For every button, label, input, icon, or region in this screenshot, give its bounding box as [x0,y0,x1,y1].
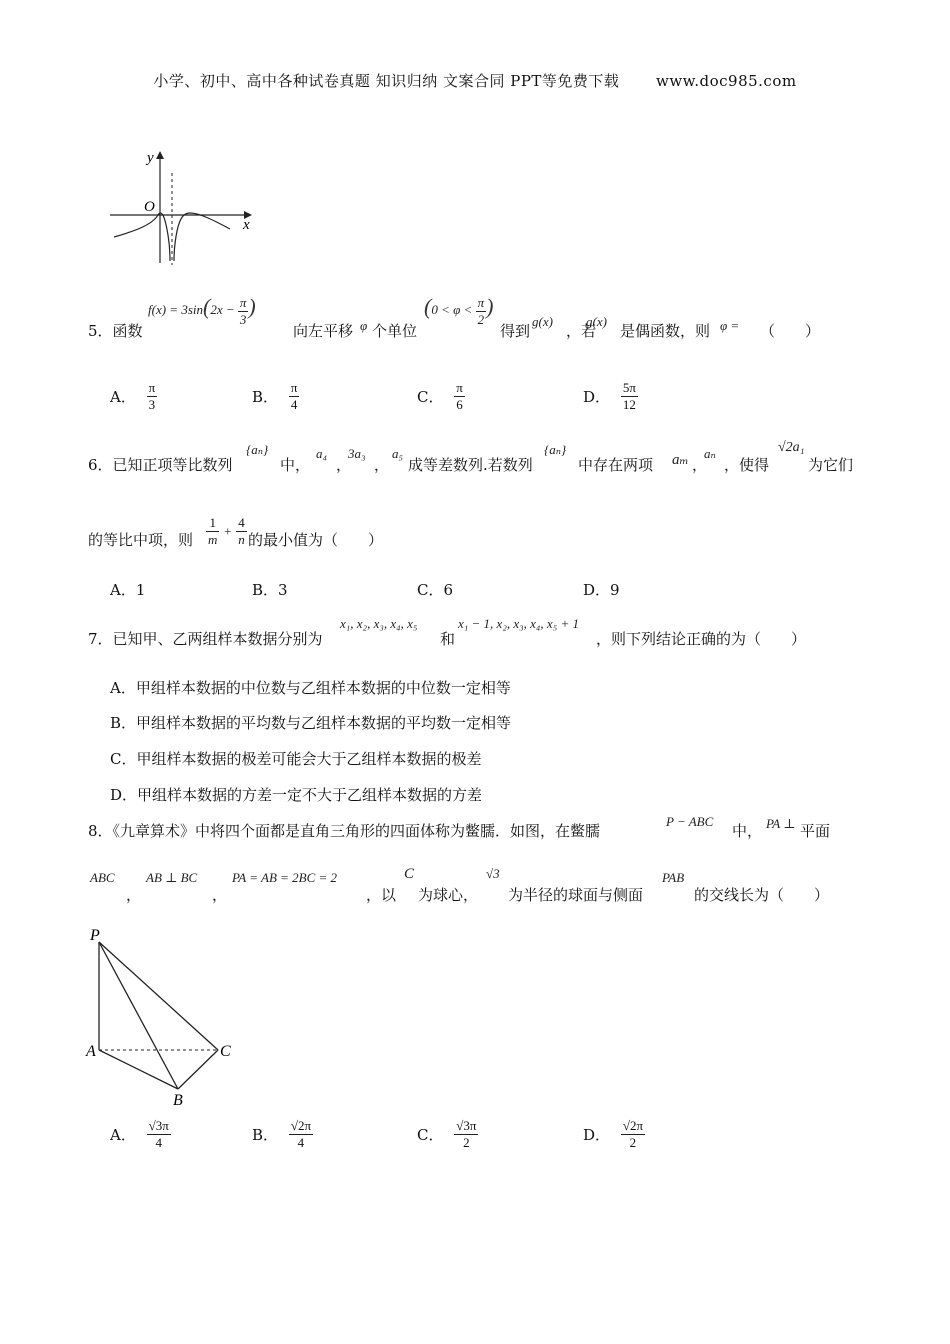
q6-option-b: B．3 [252,581,288,599]
y-label: y [147,150,154,166]
edge-pb [99,942,178,1089]
question-6-line2: 的等比中项，则 $\frac{1}{m}$ + $\frac{4}{n}$ 的最小值为（ ） [88,515,384,549]
q6-option-a: A．1 [110,581,146,599]
edge-pc [99,942,218,1050]
q5-option-a: A． $\frac{\pi}{3}$ [110,380,156,412]
question-8-line2: ABC ， AB ⊥ BC ， PA = AB = 2BC = 2 ，以 C 为球心， √3 为半径的球面与侧面 PAB 的交线长为（ ） [90,866,830,904]
q7-option-c: C．甲组样本数据的极差可能会大于乙组样本数据的极差 [110,750,482,768]
header-text: 小学、初中、高中各种试卷真题 知识归纳 文案合同 PPT等免费下载 [153,72,620,90]
q5-number: 5．函数 [88,322,143,340]
function-graph [100,145,265,270]
x-label: x [243,217,250,233]
header-url: www.doc985.com [655,72,797,90]
q5-condition: (0 < φ < $\frac{\pi}{2}$ ) [424,294,494,327]
q7-option-a: A．甲组样本数据的中位数与乙组样本数据的中位数一定相等 [110,679,511,697]
q6-option-c: C．6 [417,581,454,599]
edge-ab [99,1050,178,1089]
tetrahedron-figure [80,922,250,1112]
question-6: 6．已知正项等比数列 {aₙ} 中， a₄ ， 3a₃ ， a₅ 成等差数列.若数列 {aₙ} 中存在两项 aₘ ， aₙ ，使得 √2a₁ 为它们 [88,440,854,474]
q8-option-a: A． $\frac{√3\pi}{4}$ [110,1118,169,1150]
question-7: 7．已知甲、乙两组样本数据分别为 x₁, x₂, x₃, x₄, x₅ 和 x₁ − 1, x₂, x₃, x₄, x₅ + 1 ，则下列结论正确的为（ ） [88,616,807,648]
q5-function: f(x) = 3sin(2x − $\frac{\pi}{3}$ ) [148,294,256,327]
label-b: B [173,1092,183,1109]
q8-option-b: B． $\frac{√2\pi}{4}$ [252,1118,312,1150]
q8-option-d: D． $\frac{√2\pi}{2}$ [583,1118,644,1150]
page-header [0,70,950,91]
label-c: C [220,1043,231,1060]
curve-left [114,213,170,261]
q6-option-d: D．9 [583,581,620,599]
y-axis-arrow [156,151,164,159]
q5-option-c: C． $\frac{\pi}{6}$ [417,380,463,412]
origin-label: O [144,199,155,215]
q5-option-d: D． $\frac{5\pi}{12}$ [583,380,636,412]
question-8: 8．《九章算术》中将四个面都是直角三角形的四面体称为鳖臑．如图，在鳖臑 P − ABC 中， PA ⊥ 平面 [88,814,831,840]
q8-option-c: C． $\frac{√3\pi}{2}$ [417,1118,477,1150]
label-p: P [90,927,100,944]
q5-option-b: B． $\frac{\pi}{4}$ [252,380,298,412]
question-5: 5．函数 f(x) = 3sin(2x − $\frac{\pi}{3}$ ) 向左平移 φ 个单位 (0 < φ < $\frac{\pi}{2}$ ) 得到 g(x) ，若 g(x) 是偶函数，则 φ = （ ） [88,294,821,340]
label-a: A [86,1043,96,1060]
edge-bc [178,1050,218,1089]
q7-option-b: B．甲组样本数据的平均数与乙组样本数据的平均数一定相等 [110,714,512,732]
q7-option-d: D．甲组样本数据的方差一定不大于乙组样本数据的方差 [110,786,483,804]
curve-right [174,213,230,261]
